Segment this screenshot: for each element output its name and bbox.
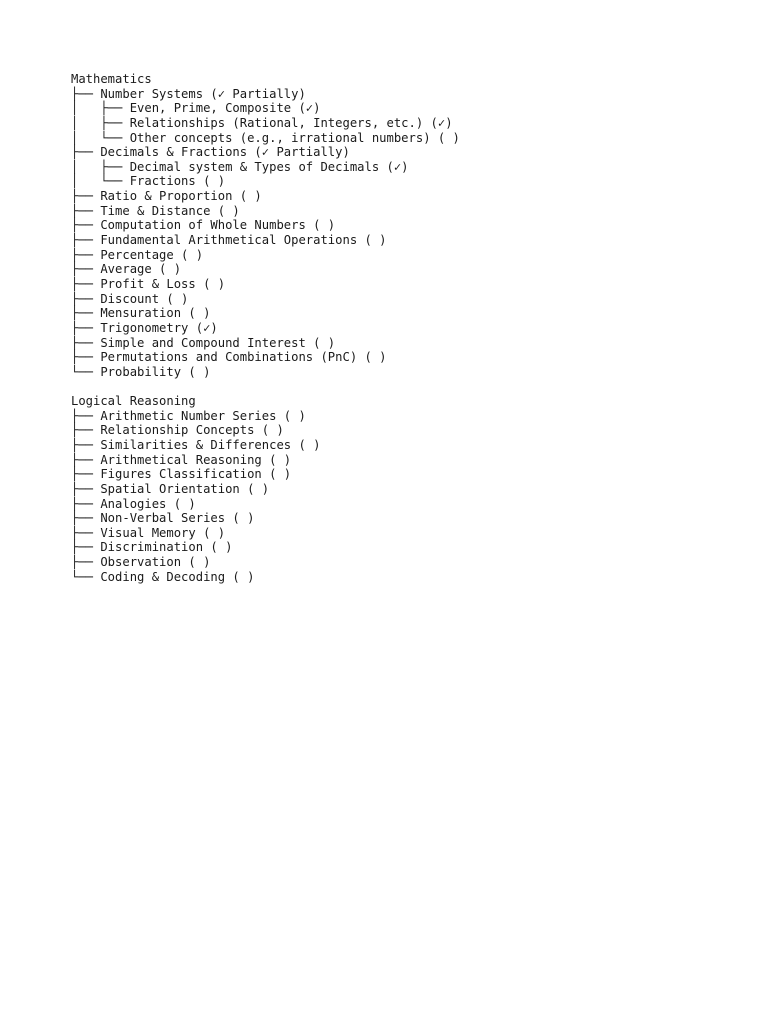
tree-item: ├── Number Systems (✓ Partially) (71, 86, 306, 101)
tree-item: ├── Analogies ( ) (71, 496, 196, 511)
tree-item: ├── Ratio & Proportion ( ) (71, 189, 262, 204)
tree-item: │ └── Other concepts (e.g., irrational numbers) ( ) (71, 130, 460, 145)
section-title: Logical Reasoning (71, 394, 196, 409)
section-logical-reasoning (71, 394, 731, 584)
tree-item: ├── Simple and Compound Interest ( ) (71, 335, 336, 350)
document-page (71, 72, 731, 584)
tree-item: ├── Visual Memory ( ) (71, 525, 226, 540)
tree-item: ├── Computation of Whole Numbers ( ) (71, 218, 336, 233)
tree-item: ├── Decimals & Fractions (✓ Partially) (71, 145, 350, 160)
tree-item: │ ├── Decimal system & Types of Decimals (✓) (71, 159, 409, 174)
tree-item: ├── Average ( ) (71, 262, 182, 277)
tree-item: ├── Trigonometry (✓) (71, 320, 218, 335)
tree-item: │ ├── Relationships (Rational, Integers, etc.) (✓) (71, 115, 453, 130)
tree-item: ├── Profit & Loss ( ) (71, 276, 226, 291)
section-title: Mathematics (71, 72, 152, 86)
tree-item: ├── Spatial Orientation ( ) (71, 481, 270, 496)
tree-item: ├── Figures Classification ( ) (71, 467, 292, 482)
tree-item: └── Coding & Decoding ( ) (71, 569, 255, 584)
tree-item: ├── Time & Distance ( ) (71, 203, 240, 218)
tree-item: ├── Percentage ( ) (71, 247, 204, 262)
tree-item: ├── Permutations and Combinations (PnC) ( ) (71, 350, 387, 365)
tree-item: │ ├── Even, Prime, Composite (✓) (71, 101, 321, 116)
tree-item: ├── Fundamental Arithmetical Operations ( ) (71, 233, 387, 248)
section-mathematics (71, 72, 731, 379)
tree-item: ├── Arithmetical Reasoning ( ) (71, 452, 292, 467)
tree-item: ├── Relationship Concepts ( ) (71, 423, 284, 438)
tree-item: ├── Discrimination ( ) (71, 540, 233, 555)
tree-item: ├── Arithmetic Number Series ( ) (71, 408, 306, 423)
tree-item: ├── Observation ( ) (71, 555, 211, 570)
tree-item: ├── Similarities & Differences ( ) (71, 437, 321, 452)
tree-item: │ └── Fractions ( ) (71, 174, 226, 189)
tree-item: ├── Discount ( ) (71, 291, 189, 306)
tree-item: ├── Mensuration ( ) (71, 306, 211, 321)
tree-item: ├── Non-Verbal Series ( ) (71, 511, 255, 526)
tree-item: └── Probability ( ) (71, 364, 211, 379)
